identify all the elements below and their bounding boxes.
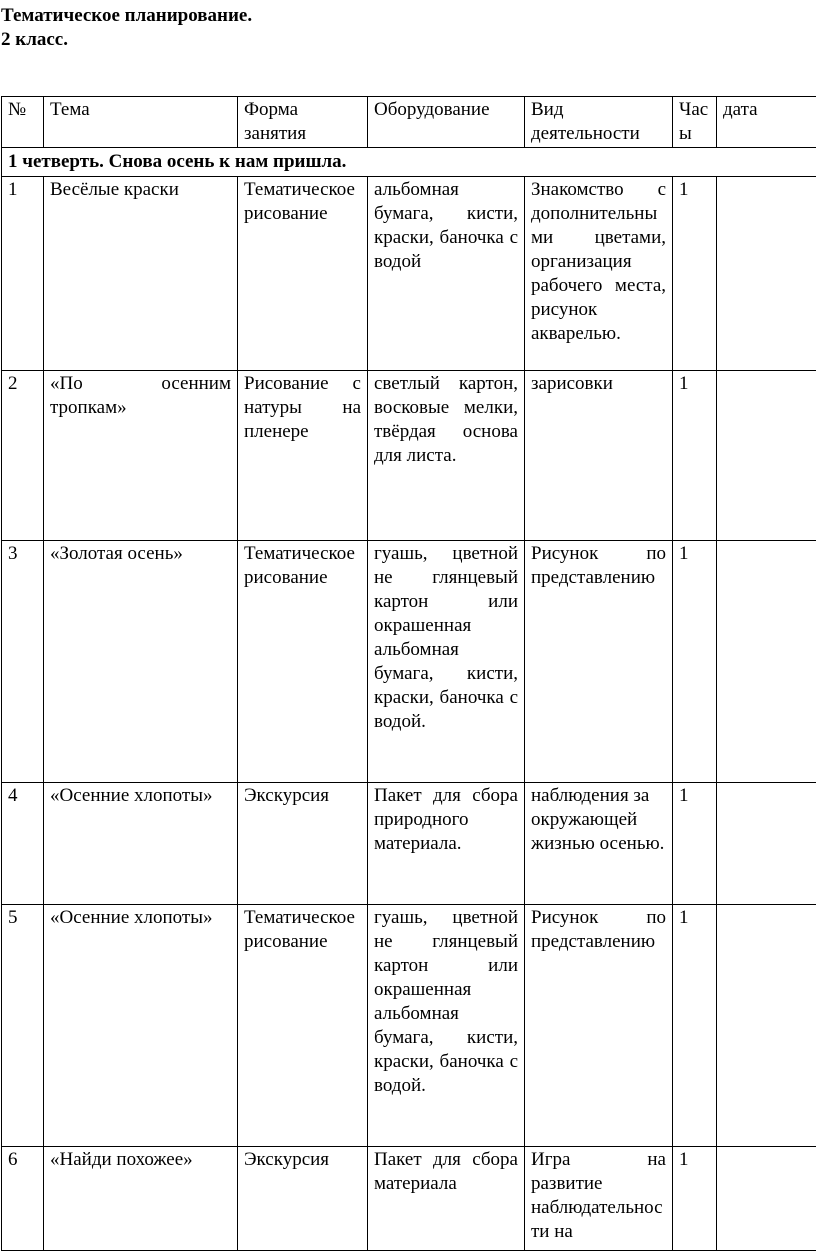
header-date: дата (717, 97, 816, 148)
cell-activity: Рисунок по представлению (525, 905, 673, 1147)
cell-activity: Игра на развитие наблюдательности на (525, 1147, 673, 1251)
cell-form: Экскурсия (238, 783, 368, 905)
header-form: Форма занятия (238, 97, 368, 148)
cell-form: Тематическое рисование (238, 177, 368, 371)
cell-equipment: Пакет для сбора материала (368, 1147, 525, 1251)
cell-equipment: гуашь, цветной не глянцевый картон или окрашенная альбомная бумага, кисти, краски, баночка с водой. (368, 905, 525, 1147)
cell-activity: зарисовки (525, 371, 673, 541)
cell-date (717, 905, 816, 1147)
cell-equipment: гуашь, цветной не глянцевый картон или окрашенная альбомная бумага, кисти, краски, баночка с водой. (368, 541, 525, 783)
cell-hours: 1 (673, 177, 717, 371)
document-title (1, 4, 252, 52)
cell-hours: 1 (673, 905, 717, 1147)
cell-equipment: светлый картон, восковые мелки, твёрдая основа для листа. (368, 371, 525, 541)
cell-activity: наблюдения за окружающей жизнью осенью. (525, 783, 673, 905)
cell-topic: Весёлые краски (44, 177, 238, 371)
cell-hours: 1 (673, 1147, 717, 1251)
table-row (2, 783, 816, 905)
cell-num: 4 (2, 783, 44, 905)
cell-hours: 1 (673, 541, 717, 783)
header-hours: Часы (673, 97, 717, 148)
table-row (2, 905, 816, 1147)
quarter-heading: 1 четверть. Снова осень к нам пришла. (2, 148, 816, 177)
cell-hours: 1 (673, 783, 717, 905)
cell-num: 2 (2, 371, 44, 541)
cell-topic: «Найди похожее» (44, 1147, 238, 1251)
header-equipment: Оборудование (368, 97, 525, 148)
table-row (2, 541, 816, 783)
table-row (2, 1147, 816, 1251)
cell-form: Тематическое рисование (238, 541, 368, 783)
quarter-row (2, 148, 816, 177)
cell-form: Тематическое рисование (238, 905, 368, 1147)
cell-num: 3 (2, 541, 44, 783)
header-activity: Вид деятельности (525, 97, 673, 148)
cell-activity: Рисунок по представлению (525, 541, 673, 783)
header-row (2, 97, 816, 148)
cell-date (717, 1147, 816, 1251)
cell-date (717, 783, 816, 905)
cell-num: 1 (2, 177, 44, 371)
cell-hours: 1 (673, 371, 717, 541)
cell-topic: «Золотая осень» (44, 541, 238, 783)
title-line-2: 2 класс. (1, 28, 252, 52)
cell-date (717, 541, 816, 783)
cell-topic: «Осенние хлопоты» (44, 905, 238, 1147)
cell-date (717, 177, 816, 371)
cell-form: Рисование с натуры на пленере (238, 371, 368, 541)
cell-equipment: альбомная бумага, кисти, краски, баночка с водой (368, 177, 525, 371)
table-row (2, 371, 816, 541)
cell-equipment: Пакет для сбора природного материала. (368, 783, 525, 905)
cell-form: Экскурсия (238, 1147, 368, 1251)
cell-activity: Знакомство с дополнительными цветами, организация рабочего места, рисунок акварелью. (525, 177, 673, 371)
table-row (2, 177, 816, 371)
header-topic: Тема (44, 97, 238, 148)
cell-date (717, 371, 816, 541)
title-line-1: Тематическое планирование. (1, 4, 252, 28)
cell-topic: «По осенним тропкам» (44, 371, 238, 541)
planning-table (1, 96, 816, 1251)
cell-num: 6 (2, 1147, 44, 1251)
cell-num: 5 (2, 905, 44, 1147)
cell-topic: «Осенние хлопоты» (44, 783, 238, 905)
header-num: № (2, 97, 44, 148)
